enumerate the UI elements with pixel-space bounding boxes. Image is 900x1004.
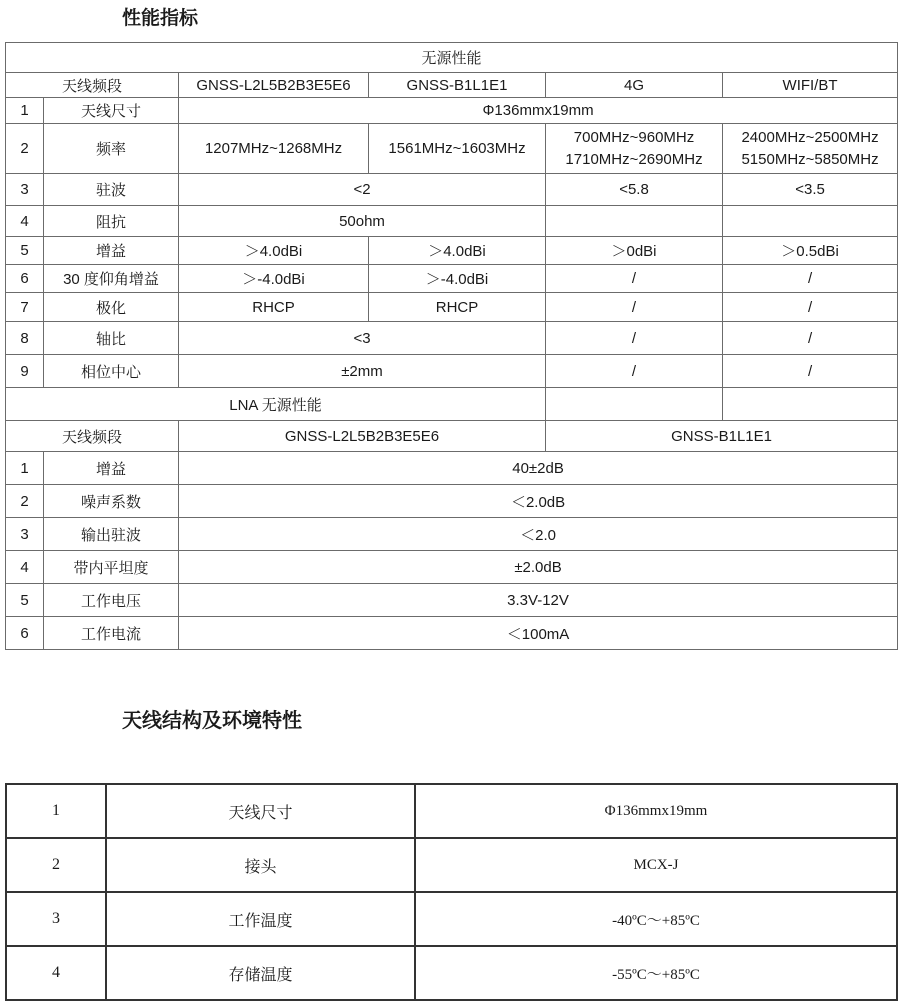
- row-value: -55ºC～+85ºC: [415, 946, 897, 1000]
- lna-band-col-gnss-b1: GNSS-B1L1E1: [546, 421, 898, 452]
- row-value: /: [723, 322, 898, 355]
- row-number: 8: [6, 322, 44, 355]
- row-number: 3: [6, 174, 44, 206]
- row-value: 1561MHz~1603MHz: [369, 124, 546, 174]
- table-row: [6, 43, 898, 73]
- table-row: [6, 388, 898, 421]
- row-value: [723, 206, 898, 237]
- row-number: 2: [6, 485, 44, 518]
- row-value: [546, 124, 723, 174]
- table-row: [6, 293, 898, 322]
- freq-line: 5150MHz~5850MHz: [741, 150, 879, 168]
- row-number: 5: [6, 584, 44, 617]
- row-label: 驻波: [44, 174, 179, 206]
- band-header-label: 天线频段: [6, 73, 179, 98]
- row-value: ＞0.5dBi: [723, 237, 898, 265]
- table-row: [6, 265, 898, 293]
- row-value: ＜100mA: [179, 617, 898, 650]
- row-value: ＞4.0dBi: [179, 237, 369, 265]
- row-label: 阻抗: [44, 206, 179, 237]
- band-col-gnss-b1: GNSS-B1L1E1: [369, 73, 546, 98]
- row-label: 天线尺寸: [44, 98, 179, 124]
- row-value: /: [723, 265, 898, 293]
- row-value: 50ohm: [179, 206, 546, 237]
- row-value: RHCP: [369, 293, 546, 322]
- row-number: 4: [6, 551, 44, 584]
- passive-performance-header: 无源性能: [6, 43, 898, 73]
- row-label: 频率: [44, 124, 179, 174]
- row-value: <5.8: [546, 174, 723, 206]
- row-number: 5: [6, 237, 44, 265]
- row-value: 1207MHz~1268MHz: [179, 124, 369, 174]
- row-value: <3: [179, 322, 546, 355]
- row-label: 30 度仰角增益: [44, 265, 179, 293]
- row-number: 4: [6, 206, 44, 237]
- row-value: Φ136mmx19mm: [179, 98, 898, 124]
- row-label: 工作温度: [106, 892, 415, 946]
- row-value: [546, 206, 723, 237]
- row-label: 噪声系数: [44, 485, 179, 518]
- row-value: [723, 124, 898, 174]
- row-number: 3: [6, 892, 106, 946]
- table-row: [6, 421, 898, 452]
- table-row: [6, 322, 898, 355]
- row-label: 工作电压: [44, 584, 179, 617]
- row-value: ＜2.0: [179, 518, 898, 551]
- lna-passive-performance-header: LNA 无源性能: [6, 388, 546, 421]
- table-row: [6, 124, 898, 174]
- structure-env-table: [5, 783, 898, 1001]
- row-number: 2: [6, 124, 44, 174]
- band-col-wifi-bt: WIFI/BT: [723, 73, 898, 98]
- performance-table: [5, 42, 898, 650]
- row-value: <2: [179, 174, 546, 206]
- empty-cell: [723, 388, 898, 421]
- row-value: /: [546, 265, 723, 293]
- row-number: 1: [6, 784, 106, 838]
- row-label: 增益: [44, 452, 179, 485]
- row-label: 带内平坦度: [44, 551, 179, 584]
- row-label: 工作电流: [44, 617, 179, 650]
- table-row: [6, 237, 898, 265]
- row-value: ＜2.0dB: [179, 485, 898, 518]
- table-row: [6, 485, 898, 518]
- table-row: [6, 174, 898, 206]
- row-label: 天线尺寸: [106, 784, 415, 838]
- row-value: /: [723, 355, 898, 388]
- row-value: ＞0dBi: [546, 237, 723, 265]
- row-value: ±2.0dB: [179, 551, 898, 584]
- row-label: 存储温度: [106, 946, 415, 1000]
- performance-section-title: 性能指标: [122, 8, 199, 29]
- row-value: /: [546, 322, 723, 355]
- table-row: [6, 452, 898, 485]
- row-label: 极化: [44, 293, 179, 322]
- row-value: 40±2dB: [179, 452, 898, 485]
- row-number: 9: [6, 355, 44, 388]
- table-row: [6, 355, 898, 388]
- row-value: /: [546, 355, 723, 388]
- row-number: 6: [6, 265, 44, 293]
- table-row: [6, 617, 898, 650]
- table-row: [6, 206, 898, 237]
- band-col-4g: 4G: [546, 73, 723, 98]
- table-row: [6, 551, 898, 584]
- lna-band-header-label: 天线频段: [6, 421, 179, 452]
- freq-line: 2400MHz~2500MHz: [741, 128, 879, 146]
- table-row: [6, 838, 897, 892]
- row-number: 7: [6, 293, 44, 322]
- row-value: <3.5: [723, 174, 898, 206]
- row-number: 1: [6, 98, 44, 124]
- table-row: [6, 584, 898, 617]
- table-row: [6, 946, 897, 1000]
- table-row: [6, 73, 898, 98]
- row-label: 接头: [106, 838, 415, 892]
- row-number: 4: [6, 946, 106, 1000]
- empty-cell: [546, 388, 723, 421]
- band-col-gnss-l2: GNSS-L2L5B2B3E5E6: [179, 73, 369, 98]
- row-value: -40ºC～+85ºC: [415, 892, 897, 946]
- row-number: 6: [6, 617, 44, 650]
- table-row: [6, 784, 897, 838]
- freq-line: 1710MHz~2690MHz: [565, 150, 703, 168]
- row-number: 1: [6, 452, 44, 485]
- row-value: /: [546, 293, 723, 322]
- row-label: 相位中心: [44, 355, 179, 388]
- row-value: ＞-4.0dBi: [179, 265, 369, 293]
- row-value: ＞-4.0dBi: [369, 265, 546, 293]
- row-value: Φ136mmx19mm: [415, 784, 897, 838]
- row-number: 3: [6, 518, 44, 551]
- table-row: [6, 892, 897, 946]
- row-value: 3.3V-12V: [179, 584, 898, 617]
- structure-section-title: 天线结构及环境特性: [122, 710, 302, 732]
- row-value: MCX-J: [415, 838, 897, 892]
- row-value: /: [723, 293, 898, 322]
- freq-line: 700MHz~960MHz: [573, 128, 695, 146]
- row-value: RHCP: [179, 293, 369, 322]
- table-row: [6, 98, 898, 124]
- lna-band-col-gnss-l2: GNSS-L2L5B2B3E5E6: [179, 421, 546, 452]
- table-row: [6, 518, 898, 551]
- row-value: ＞4.0dBi: [369, 237, 546, 265]
- row-number: 2: [6, 838, 106, 892]
- row-label: 轴比: [44, 322, 179, 355]
- row-label: 增益: [44, 237, 179, 265]
- row-label: 输出驻波: [44, 518, 179, 551]
- row-value: ±2mm: [179, 355, 546, 388]
